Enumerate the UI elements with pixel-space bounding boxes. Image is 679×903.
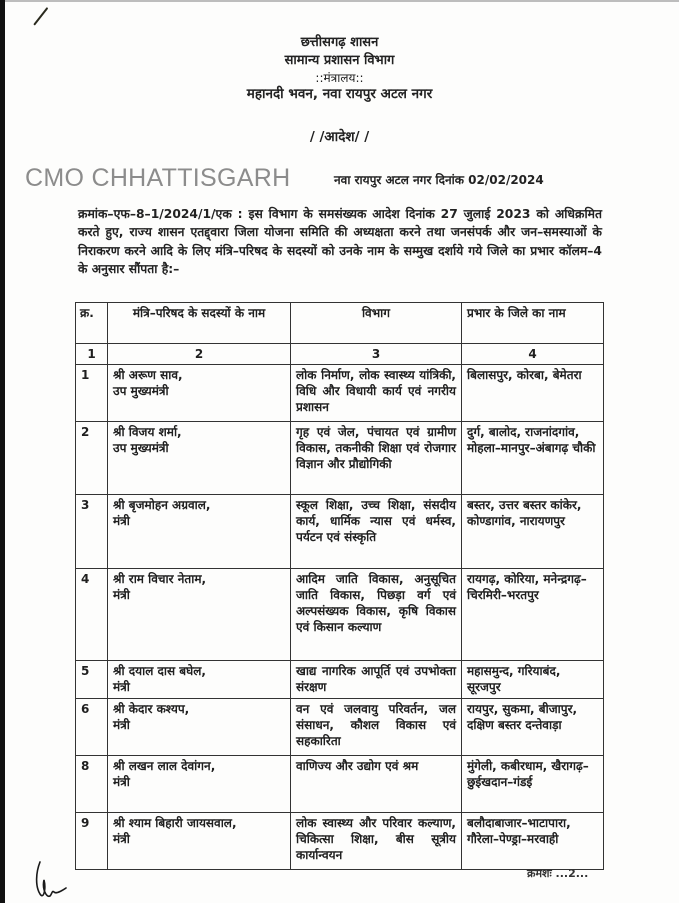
minister-district-table <box>75 302 604 870</box>
department-cell: लोक स्वास्थ्य और परिवार कल्याण, चिकित्सा शिक्षा, बीस सूत्रीय कार्यान्वयन <box>291 813 462 870</box>
column-number: 2 <box>108 344 291 365</box>
department-cell: खाद्य नागरिक आपूर्ति एवं उपभोक्ता संरक्षण <box>291 661 462 699</box>
department-cell: आदिम जाति विकास, अनुसूचित जाति विकास, पिछड़ा वर्ग एवं अल्पसंख्यक विकास, कृषि विकास एवं किसान कल्याण <box>291 569 462 661</box>
column-number: 4 <box>462 344 604 365</box>
watermark-text: CMO CHHATTISGARH <box>25 164 291 192</box>
department-cell: वन एवं जलवायु परिवर्तन, जल संसाधन, कौशल विकास एवं सहकारिता <box>291 699 462 756</box>
serial-number: 8 <box>76 756 108 813</box>
member-designation: मंत्री <box>113 718 130 732</box>
column-number-row <box>76 344 604 365</box>
member-cell <box>108 661 291 699</box>
member-cell <box>108 756 291 813</box>
order-paragraph: क्रमांक–एफ–8–1/2024/1/एक : इस विभाग के समसंख्यक आदेश दिनांक 27 जुलाई 2023 को अधिक्रमित करते हुए, राज्य शासन एतद्द्वारा जिला योजना समिति की अध्यक्षता करने तथा जनसंपर्क और जन–समस्याओं के निराकरण करने आदि के लिए मंत्रि–परिषद के सदस्यों को उनके नाम के सम्मुख दर्शाये गये जिले का प्रभार कॉलम–4 के अनुसार सौंपता है:– <box>78 207 602 276</box>
district-cell: रायगढ़, कोरिया, मनेन्द्रगढ़–चिरमिरी–भरतपुर <box>462 569 604 661</box>
member-cell <box>108 495 291 569</box>
serial-number: 9 <box>76 813 108 870</box>
member-designation: उप मुख्यमंत्री <box>113 441 169 455</box>
member-cell <box>108 569 291 661</box>
member-designation: उप मुख्यमंत्री <box>113 384 169 398</box>
member-designation: मंत्री <box>113 832 130 846</box>
place-date-line: नवा रायपुर अटल नगर दिनांक 02/02/2024 <box>334 173 544 187</box>
member-name: श्री श्याम बिहारी जायसवाल, <box>113 816 237 830</box>
member-name: श्री राम विचार नेताम, <box>113 572 207 586</box>
serial-number: 6 <box>76 699 108 756</box>
serial-number: 5 <box>76 661 108 699</box>
member-designation: मंत्री <box>113 514 130 528</box>
member-name: श्री अरूण साव, <box>113 368 183 382</box>
department-cell: लोक निर्माण, लोक स्वास्थ्य यांत्रिकी, विधि और विधायी कार्य एवं नगरीय प्रशासन <box>291 365 462 422</box>
column-number: 1 <box>76 344 108 365</box>
member-designation: मंत्री <box>113 775 130 789</box>
ministry-label: ::मंत्रालय:: <box>315 71 364 85</box>
table-header-row <box>76 303 604 344</box>
header-department: विभाग <box>291 303 462 344</box>
table-row <box>76 699 604 756</box>
header-district: प्रभार के जिले का नाम <box>462 303 604 344</box>
handwritten-tick-mark <box>33 7 48 26</box>
table-row <box>76 495 604 569</box>
department-name: सामान्य प्रशासन विभाग <box>284 53 395 68</box>
header-member-name: मंत्रि–परिषद के सदस्यों के नाम <box>108 303 291 344</box>
table-row <box>76 813 604 870</box>
member-cell <box>108 422 291 495</box>
district-cell: महासमुन्द, गरियाबंद, सूरजपुर <box>462 661 604 699</box>
member-designation: मंत्री <box>113 588 130 602</box>
order-title: / /आदेश/ / <box>309 129 370 145</box>
serial-number: 1 <box>76 365 108 422</box>
column-number: 3 <box>291 344 462 365</box>
table-row <box>76 365 604 422</box>
member-name: श्री दयाल दास बघेल, <box>113 664 206 678</box>
table-row <box>76 569 604 661</box>
serial-number: 4 <box>76 569 108 661</box>
serial-number: 3 <box>76 495 108 569</box>
member-cell <box>108 365 291 422</box>
office-address: महानदी भवन, नवा रायपुर अटल नगर <box>246 86 433 102</box>
district-cell: मुंगेली, कबीरधाम, खैरागढ़–छुईखदान–गंडई <box>462 756 604 813</box>
govt-name: छत्तीसगढ़ शासन <box>300 35 379 50</box>
serial-number: 2 <box>76 422 108 495</box>
page-top-border <box>0 0 679 2</box>
member-designation: मंत्री <box>113 680 130 694</box>
continued-marker: क्रमशः ...2... <box>527 867 589 880</box>
member-cell <box>108 699 291 756</box>
member-cell <box>108 813 291 870</box>
signature-icon <box>32 858 72 903</box>
department-cell: स्कूल शिक्षा, उच्च शिक्षा, संसदीय कार्य, धार्मिक न्यास एवं धर्मस्व, पर्यटन एवं संस्कृति <box>291 495 462 569</box>
member-name: श्री केदार कश्यप, <box>113 702 190 716</box>
district-cell: बलौदाबाजार–भाटापारा, गौरेला–पेण्ड्रा–मरवाही <box>462 813 604 870</box>
department-cell: वाणिज्य और उद्योग एवं श्रम <box>291 756 462 813</box>
member-name: श्री लखन लाल देवांगन, <box>113 759 216 773</box>
district-cell: दुर्ग, बालोद, राजनांदगांव, मोहला–मानपुर–अंबागढ़ चौकी <box>462 422 604 495</box>
member-name: श्री विजय शर्मा, <box>113 425 182 439</box>
table-row <box>76 422 604 495</box>
header-serial: क्र. <box>76 303 108 344</box>
table-row <box>76 661 604 699</box>
department-cell: गृह एवं जेल, पंचायत एवं ग्रामीण विकास, तकनीकी शिक्षा एवं रोजगार विज्ञान और प्रौद्योगिकी <box>291 422 462 495</box>
district-cell: बस्तर, उत्तर बस्तर कांकेर, कोण्डागांव, नारायणपुर <box>462 495 604 569</box>
table-row <box>76 756 604 813</box>
district-cell: रायपुर, सुकमा, बीजापुर, दक्षिण बस्तर दन्तेवाड़ा <box>462 699 604 756</box>
district-cell: बिलासपुर, कोरबा, बेमेतरा <box>462 365 604 422</box>
member-name: श्री बृजमोहन अग्रवाल, <box>113 498 211 512</box>
